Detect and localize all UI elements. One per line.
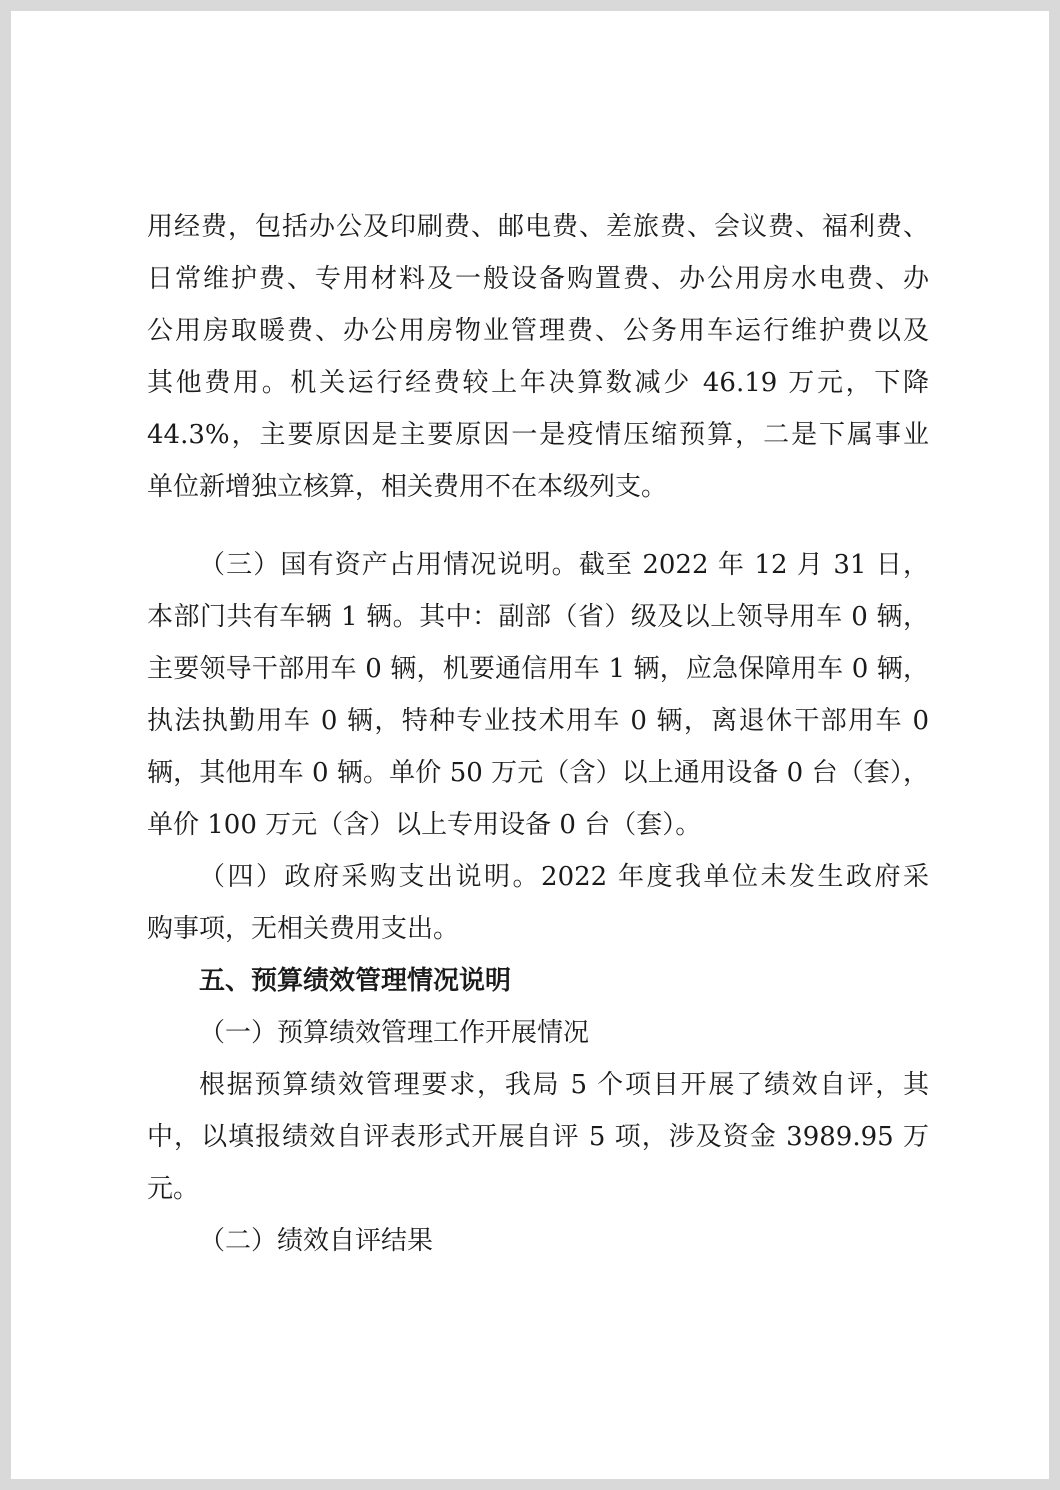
text-line: 本部门共有车辆 1 辆。其中：副部（省）级及以上领导用车 0 辆，	[147, 602, 929, 632]
text-line: 中，以填报绩效自评表形式开展自评 5 项，涉及资金 3989.95 万	[147, 1122, 929, 1152]
text-line: 公用房取暖费、办公用房物业管理费、公务用车运行维护费以及	[147, 316, 929, 346]
text-line: 单位新增独立核算，相关费用不在本级列支。	[147, 472, 668, 502]
text-line: 主要领导干部用车 0 辆，机要通信用车 1 辆，应急保障用车 0 辆，	[147, 654, 929, 684]
text-line: 日常维护费、专用材料及一般设备购置费、办公用房水电费、办	[147, 264, 929, 294]
paragraph-state-assets	[147, 539, 929, 851]
subsection-heading-text: （二）绩效自评结果	[199, 1226, 434, 1256]
text-line: 单价 100 万元（含）以上专用设备 0 台（套）。	[147, 810, 702, 840]
subsection-heading	[147, 1215, 929, 1267]
subsection-heading-text: （一）预算绩效管理工作开展情况	[199, 1018, 590, 1048]
paragraph-performance	[147, 1059, 929, 1215]
text-line: 辆，其他用车 0 辆。单价 50 万元（含）以上通用设备 0 台（套），	[147, 758, 929, 788]
text-line: 元。	[147, 1174, 200, 1204]
document-page	[11, 11, 1049, 1479]
text-line: 用经费，包括办公及印刷费、邮电费、差旅费、会议费、福利费、	[147, 212, 929, 242]
section-heading-text: 五、预算绩效管理情况说明	[199, 966, 512, 996]
subsection-heading	[147, 1007, 929, 1059]
section-heading	[147, 955, 929, 1007]
text-line: （三）国有资产占用情况说明。截至 2022 年 12 月 31 日，	[199, 550, 929, 580]
paragraph-admin-expenses	[147, 201, 929, 513]
text-line: （四）政府采购支出说明。2022 年度我单位未发生政府采	[199, 862, 929, 892]
text-line: 其他费用。机关运行经费较上年决算数减少 46.19 万元，下降	[147, 368, 929, 398]
text-line: 购事项，无相关费用支出。	[147, 914, 460, 944]
text-line: 根据预算绩效管理要求，我局 5 个项目开展了绩效自评，其	[199, 1070, 929, 1100]
text-line: 执法执勤用车 0 辆，特种专业技术用车 0 辆，离退休干部用车 0	[147, 706, 929, 736]
paragraph-procurement	[147, 851, 929, 955]
text-line: 44.3%，主要原因是主要原因一是疫情压缩预算，二是下属事业	[147, 420, 929, 450]
